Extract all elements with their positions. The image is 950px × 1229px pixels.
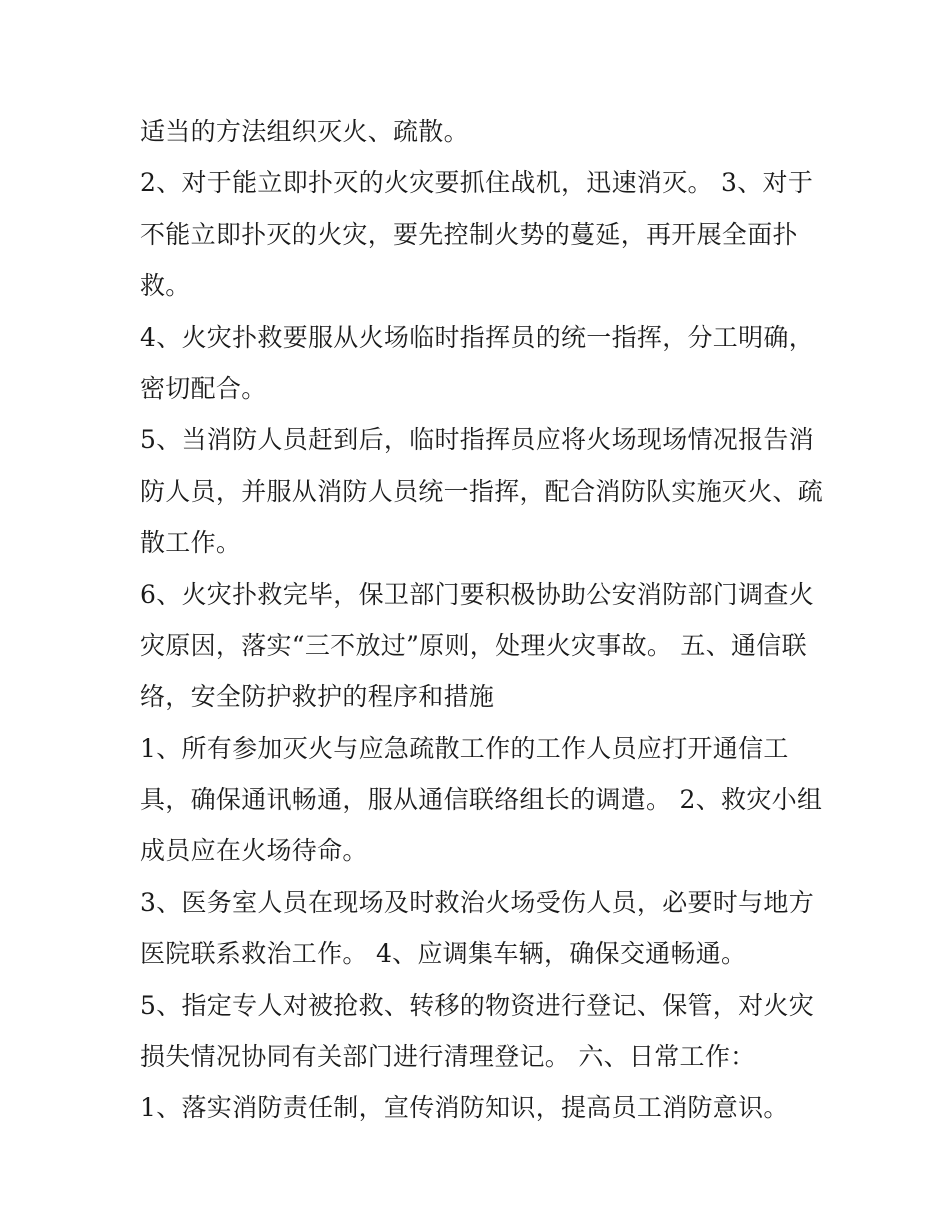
text-line: 1、落实消防责任制，宣传消防知识，提高员工消防意识。 [140, 1093, 789, 1123]
text-line: 3、医务室人员在现场及时救治火场受伤人员，必要时与地方 [140, 887, 815, 917]
text-line: 6、火灾扑救完毕，保卫部门要积极协助公安消防部门调查火 [140, 579, 815, 609]
text-line: 4、火灾扑救要服从火场临时指挥员的统一指挥，分工明确， [140, 322, 815, 352]
text-line: 散工作。 [140, 528, 242, 558]
text-line: 2、对于能立即扑灭的火灾要抓住战机，迅速消灭。 3、对于 [140, 168, 814, 198]
text-line: 络，安全防护救护的程序和措施 [140, 682, 495, 712]
text-line: 灾原因，落实“三不放过”原则，处理火灾事故。 五、通信联 [140, 630, 807, 660]
text-line: 防人员，并服从消防人员统一指挥，配合消防队实施灭火、疏 [140, 476, 824, 506]
text-line: 密切配合。 [140, 373, 267, 403]
text-line: 具，确保通讯畅通，服从通信联络组长的调遣。 2、救灾小组 [140, 785, 823, 815]
text-line: 适当的方法组织灭火、疏散。 [140, 117, 469, 146]
text-line: 救。 [140, 271, 191, 301]
body-text [140, 106, 824, 1134]
text-line: 损失情况协同有关部门进行清理登记。 六、日常工作： [140, 1042, 756, 1072]
text-line: 1、所有参加灭火与应急疏散工作的工作人员应打开通信工 [140, 733, 789, 763]
text-line: 成员应在火场待命。 [140, 836, 368, 866]
text-line: 不能立即扑灭的火灾，要先控制火势的蔓延，再开展全面扑 [140, 219, 798, 249]
text-line: 5、当消防人员赶到后，临时指挥员应将火场现场情况报告消 [140, 425, 815, 455]
text-line: 5、指定专人对被抢救、转移的物资进行登记、保管，对火灾 [140, 990, 815, 1020]
text-line: 医院联系救治工作。 4、应调集车辆，确保交通畅通。 [140, 939, 747, 969]
